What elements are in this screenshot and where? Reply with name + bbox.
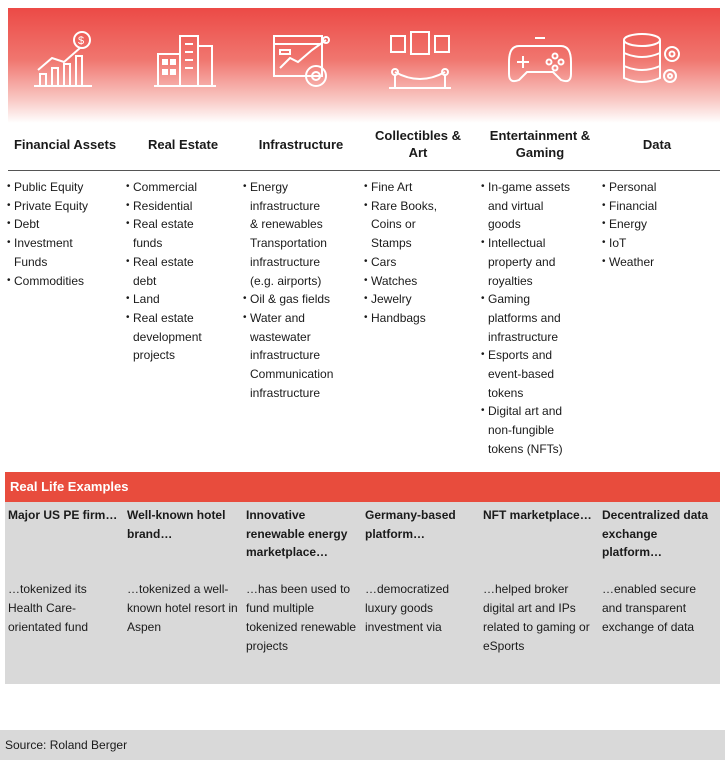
list-item-line: development (133, 329, 202, 344)
list-item (481, 290, 599, 346)
list-item (126, 309, 238, 365)
list-item-line: • In-game assets (488, 180, 571, 194)
list-item-line: • Energy (250, 180, 289, 194)
list-item-line: tokens (NFTs) (488, 441, 563, 456)
list-item (364, 272, 476, 291)
svg-text:$: $ (78, 35, 85, 47)
category-list (364, 178, 476, 328)
list-item-line: non-fungible (488, 423, 555, 438)
example-text: …helped broker digital art and IPs related to gaming or eSports (483, 582, 590, 653)
category-list (126, 178, 238, 365)
list-item (364, 178, 476, 197)
list-item (602, 178, 712, 197)
list-item (7, 178, 123, 197)
list-item-line: • Oil & gas fields (250, 292, 331, 307)
database-gear-icon (618, 28, 688, 92)
list-item-line: • Gaming (488, 292, 531, 307)
real-life-examples-title: Real Life Examples (5, 472, 720, 502)
example-text: …has been used to fund multiple tokenized renewable projects (246, 582, 357, 653)
list-item (7, 197, 123, 216)
list-item-line: • Residential (133, 198, 193, 213)
list-item-line: Funds (14, 254, 48, 269)
list-item-line: • Land (133, 292, 160, 307)
list-item (602, 253, 712, 272)
list-item (602, 215, 712, 234)
gamepad-icon (505, 28, 575, 92)
list-item-line: projects (133, 348, 176, 363)
list-item-line: • Financial (609, 198, 658, 213)
divider (8, 170, 720, 171)
list-item-line: • Jewelry (371, 292, 412, 307)
list-item-line: infrastructure (250, 385, 321, 400)
list-item-line: • Water and (250, 310, 305, 325)
list-item (481, 402, 599, 458)
list-item-line: infrastructure (488, 329, 559, 344)
example-text: …tokenized a well-known hotel resort in Aspen (127, 582, 238, 634)
list-item-line: • Watches (371, 273, 418, 288)
list-item-line: Coins or (371, 217, 416, 232)
buildings-icon (150, 28, 220, 92)
list-item (481, 346, 599, 402)
category-list (7, 178, 123, 290)
list-item-line: Communication (250, 367, 334, 382)
list-item-line: • Cars (371, 254, 397, 269)
list-item-line: • Public Equity (14, 180, 84, 194)
list-item-line: tokens (488, 385, 524, 400)
example-heading: Well-known hotel brand… (127, 508, 226, 541)
list-item-line: Transportation (250, 236, 327, 251)
list-item-line: • Real estate (133, 310, 194, 325)
infrastructure-dashboard-icon (268, 28, 338, 92)
category-title: Data (642, 136, 672, 152)
list-item-line: • Personal (609, 180, 657, 194)
financial-chart-icon (30, 28, 100, 92)
category-list (243, 178, 361, 402)
list-item (602, 197, 712, 216)
list-item-line: debt (133, 273, 157, 288)
list-item-line: and virtual (488, 198, 544, 213)
list-item-line: • Investment (14, 236, 73, 251)
list-item-line: • Private Equity (14, 198, 89, 213)
list-item-line: goods (488, 217, 521, 232)
list-item-line: • Weather (609, 254, 655, 269)
example-heading: Innovative renewable energy marketplace… (246, 508, 348, 559)
list-item-line: • Real estate (133, 217, 194, 232)
category-title: Real Estate (147, 136, 219, 152)
list-item (126, 197, 238, 216)
list-item (7, 215, 123, 234)
category-list (481, 178, 599, 459)
category-title: Collectibles & Art (375, 128, 461, 160)
list-item-line: • Commercial (133, 180, 198, 194)
category-title: Entertainment & Gaming (489, 128, 591, 160)
list-item-line: (e.g. airports) (250, 273, 322, 288)
list-item-line: • Fine Art (371, 180, 413, 194)
list-item (602, 234, 712, 253)
list-item (7, 272, 123, 291)
list-item-line: infrastructure (250, 198, 321, 213)
list-item (481, 234, 599, 290)
list-item-line: • Rare Books, (371, 198, 438, 213)
example-text: …democratized luxury goods investment via (365, 582, 450, 634)
list-item-line: • Real estate (133, 254, 194, 269)
source-note: Source: Roland Berger (0, 730, 725, 760)
category-list (602, 178, 712, 272)
list-item-line: • Commodities (14, 273, 85, 288)
example-heading: Germany-based platform… (365, 508, 456, 541)
list-item-line: • IoT (609, 236, 627, 251)
art-gallery-icon (385, 28, 455, 92)
example-heading: Decentralized data exchange platform… (602, 508, 709, 559)
list-item-line: property and (488, 254, 556, 269)
list-item-line: • Handbags (371, 310, 426, 325)
list-item-line: • Intellectual (488, 236, 546, 251)
example-text: …tokenized its Health Care-orientated fund (8, 582, 89, 634)
header-banner (8, 8, 720, 123)
list-item (481, 178, 599, 234)
list-item (243, 309, 361, 403)
list-item (126, 178, 238, 197)
list-item-line: • Debt (14, 217, 40, 232)
list-item (364, 309, 476, 328)
example-heading: NFT marketplace… (483, 508, 592, 522)
list-item (243, 290, 361, 309)
list-item-line: • Digital art and (488, 404, 563, 419)
list-item-line: • Esports and (488, 348, 553, 363)
example-text: …enabled secure and transparent exchange of data (602, 582, 697, 634)
list-item-line: funds (133, 236, 163, 251)
list-item (243, 178, 361, 290)
list-item (126, 253, 238, 290)
list-item (364, 197, 476, 253)
list-item-line: • Energy (609, 217, 648, 232)
list-item (126, 290, 238, 309)
list-item (364, 290, 476, 309)
list-item-line: event-based (488, 367, 555, 382)
example-heading: Major US PE firm… (8, 508, 118, 522)
list-item-line: royalties (488, 273, 533, 288)
category-title: Infrastructure (258, 136, 344, 152)
list-item-line: Stamps (371, 236, 412, 251)
list-item (364, 253, 476, 272)
list-item-line: wastewater (250, 329, 311, 344)
list-item-line: infrastructure (250, 348, 321, 363)
list-item (7, 234, 123, 271)
list-item (126, 215, 238, 252)
list-item-line: infrastructure (250, 254, 321, 269)
list-item-line: & renewables (250, 217, 323, 232)
list-item-line: platforms and (488, 310, 561, 325)
category-title: Financial Assets (13, 136, 117, 152)
